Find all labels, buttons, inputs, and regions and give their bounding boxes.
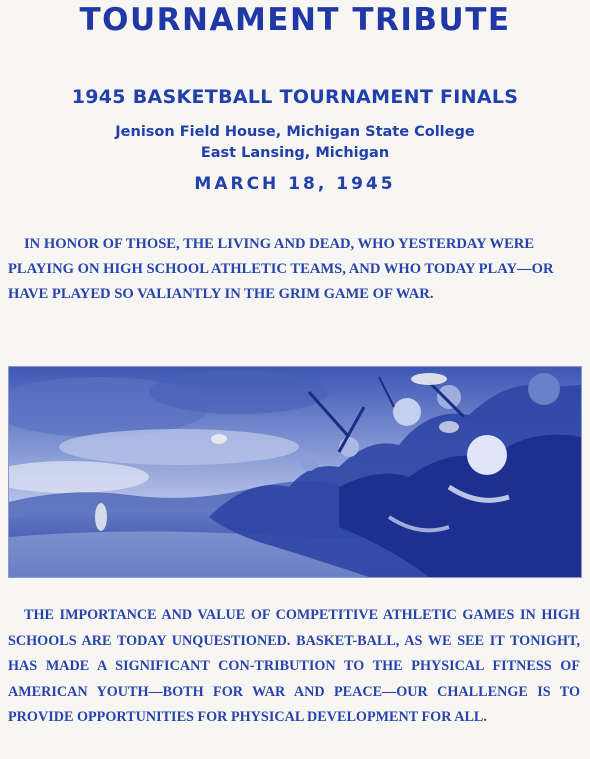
event-subtitle: 1945 BASKETBALL TOURNAMENT FINALS — [71, 86, 519, 108]
page-title: TOURNAMENT TRIBUTE — [79, 2, 511, 38]
soldiers-charge-illustration — [8, 366, 582, 578]
closing-paragraph: THE IMPORTANCE AND VALUE OF COMPETITIVE ATHLETIC GAMES IN HIGH SCHOOLS ARE TODAY UNQUESTIONED. BASKET-BALL, AS WE SEE IT TONIGHT, HAS MADE A SIGNIFICANT CON-TRIBUTION TO THE PHYSICAL FITNESS OF AMERICAN YOUTH—BOTH FOR WAR AND PEACE—OUR CHALLENGE IS TO PROVIDE OPPORTUNITIES FOR PHYSICAL DEVELOPMENT FOR ALL. — [8, 607, 580, 726]
event-date: MARCH 18, 1945 — [194, 174, 396, 194]
venue-block — [0, 122, 590, 164]
venue-line-2: East Lansing, Michigan — [200, 145, 390, 161]
venue-line-1: Jenison Field House, Michigan State College — [115, 124, 475, 140]
dedication-paragraph: IN HONOR OF THOSE, THE LIVING AND DEAD, WHO YESTERDAY WERE PLAYING ON HIGH SCHOOL ATHLETIC TEAMS, AND WHO TODAY PLAY—OR HAVE PLAYED SO VALIANTLY IN THE GRIM GAME OF WAR. — [8, 236, 554, 302]
